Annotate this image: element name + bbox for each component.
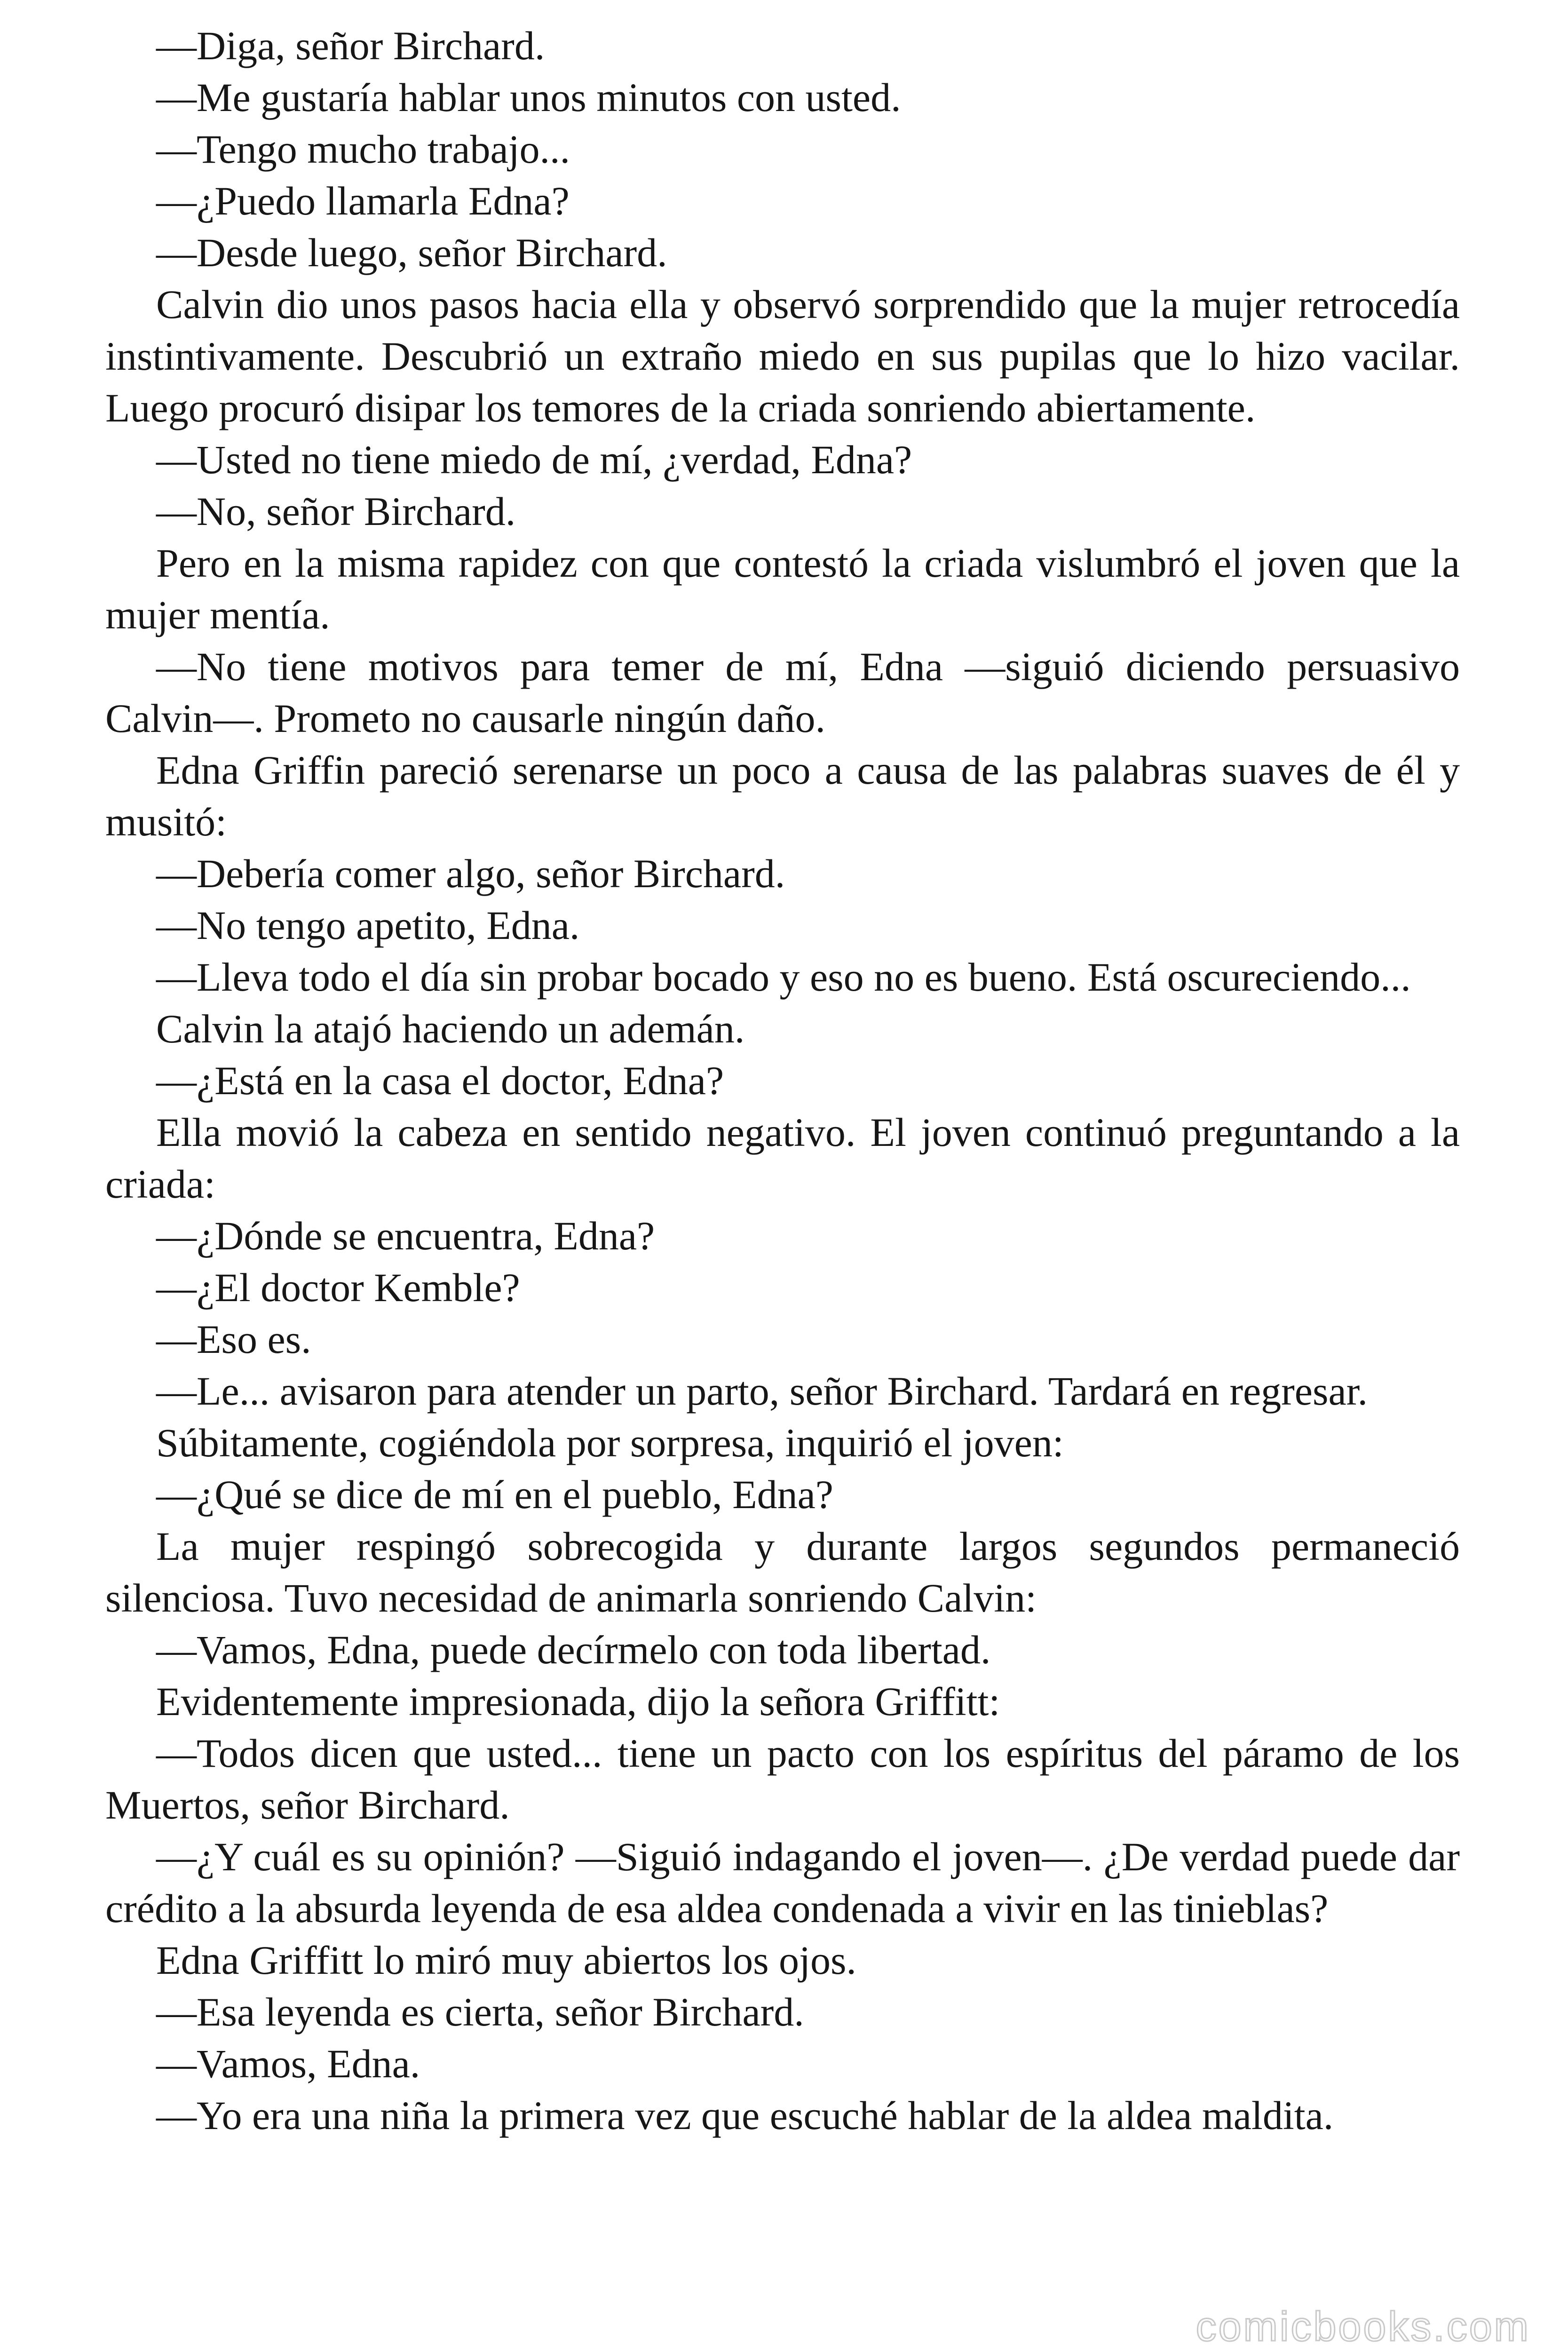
paragraph: —Desde luego, señor Birchard.: [156, 230, 667, 275]
paragraph: —¿El doctor Kemble?: [156, 1265, 520, 1310]
paragraph: —Vamos, Edna, puede decírmelo con toda libertad.: [156, 1627, 991, 1672]
paragraph: —Diga, señor Birchard.: [156, 23, 545, 68]
paragraph: Pero en la misma rapidez con que contestó la criada vislumbró el joven que la mujer mentía.: [105, 540, 1460, 637]
paragraph: —Yo era una niña la primera vez que escuché hablar de la aldea maldita.: [156, 2093, 1334, 2138]
paragraph: —Todos dicen que usted... tiene un pacto con los espíritus del páramo de los Muertos, señor Birchard.: [105, 1731, 1460, 1828]
paragraph: —Me gustaría hablar unos minutos con usted.: [156, 75, 901, 120]
paragraph: —Tengo mucho trabajo...: [156, 127, 570, 172]
paragraph: —¿Dónde se encuentra, Edna?: [156, 1213, 655, 1258]
paragraph: —Debería comer algo, señor Birchard.: [156, 851, 785, 896]
paragraph: —Vamos, Edna.: [156, 2041, 420, 2086]
paragraph: —No tengo apetito, Edna.: [156, 903, 580, 948]
paragraph: Calvin la atajó haciendo un ademán.: [156, 1006, 745, 1051]
paragraph: La mujer respingó sobrecogida y durante largos segundos permaneció silenciosa. Tuvo necesidad de animarla sonriendo Calvin:: [105, 1524, 1460, 1621]
page-body: [105, 20, 1460, 2141]
paragraph: —Eso es.: [156, 1317, 311, 1362]
paragraph: —Esa leyenda es cierta, señor Birchard.: [156, 1989, 804, 2034]
paragraph: —No tiene motivos para temer de mí, Edna —siguió diciendo persuasivo Calvin—. Prometo no causarle ningún daño.: [105, 644, 1460, 741]
paragraph: Ella movió la cabeza en sentido negativo. El joven continuó preguntando a la criada:: [105, 1110, 1460, 1207]
paragraph: —¿Puedo llamarla Edna?: [156, 178, 570, 223]
paragraph: —¿Está en la casa el doctor, Edna?: [156, 1058, 724, 1103]
paragraph: —No, señor Birchard.: [156, 489, 516, 534]
paragraph: Calvin dio unos pasos hacia ella y observó sorprendido que la mujer retrocedía instintivamente. Descubrió un extraño miedo en sus pupilas que lo hizo vacilar. Luego procuró disipar los temores de la criada sonriendo abiertamente.: [105, 282, 1460, 430]
paragraph: Evidentemente impresionada, dijo la señora Griffitt:: [156, 1679, 1000, 1724]
paragraph: —Lleva todo el día sin probar bocado y eso no es bueno. Está oscureciendo...: [156, 954, 1411, 1000]
paragraph: —¿Y cuál es su opinión? —Siguió indagando el joven—. ¿De verdad puede dar crédito a la absurda leyenda de esa aldea condenada a vivir en las tinieblas?: [105, 1834, 1460, 1931]
paragraph: —Le... avisaron para atender un parto, señor Birchard. Tardará en regresar.: [156, 1368, 1368, 1414]
paragraph: —Usted no tiene miedo de mí, ¿verdad, Edna?: [156, 437, 912, 482]
paragraph: Edna Griffin pareció serenarse un poco a causa de las palabras suaves de él y musitó:: [105, 747, 1460, 844]
paragraph: —¿Qué se dice de mí en el pueblo, Edna?: [156, 1472, 833, 1517]
watermark: comicbooks.com: [1196, 2303, 1530, 2350]
paragraph: Edna Griffitt lo miró muy abiertos los ojos.: [156, 1938, 856, 1983]
paragraph: Súbitamente, cogiéndola por sorpresa, inquirió el joven:: [156, 1420, 1064, 1465]
